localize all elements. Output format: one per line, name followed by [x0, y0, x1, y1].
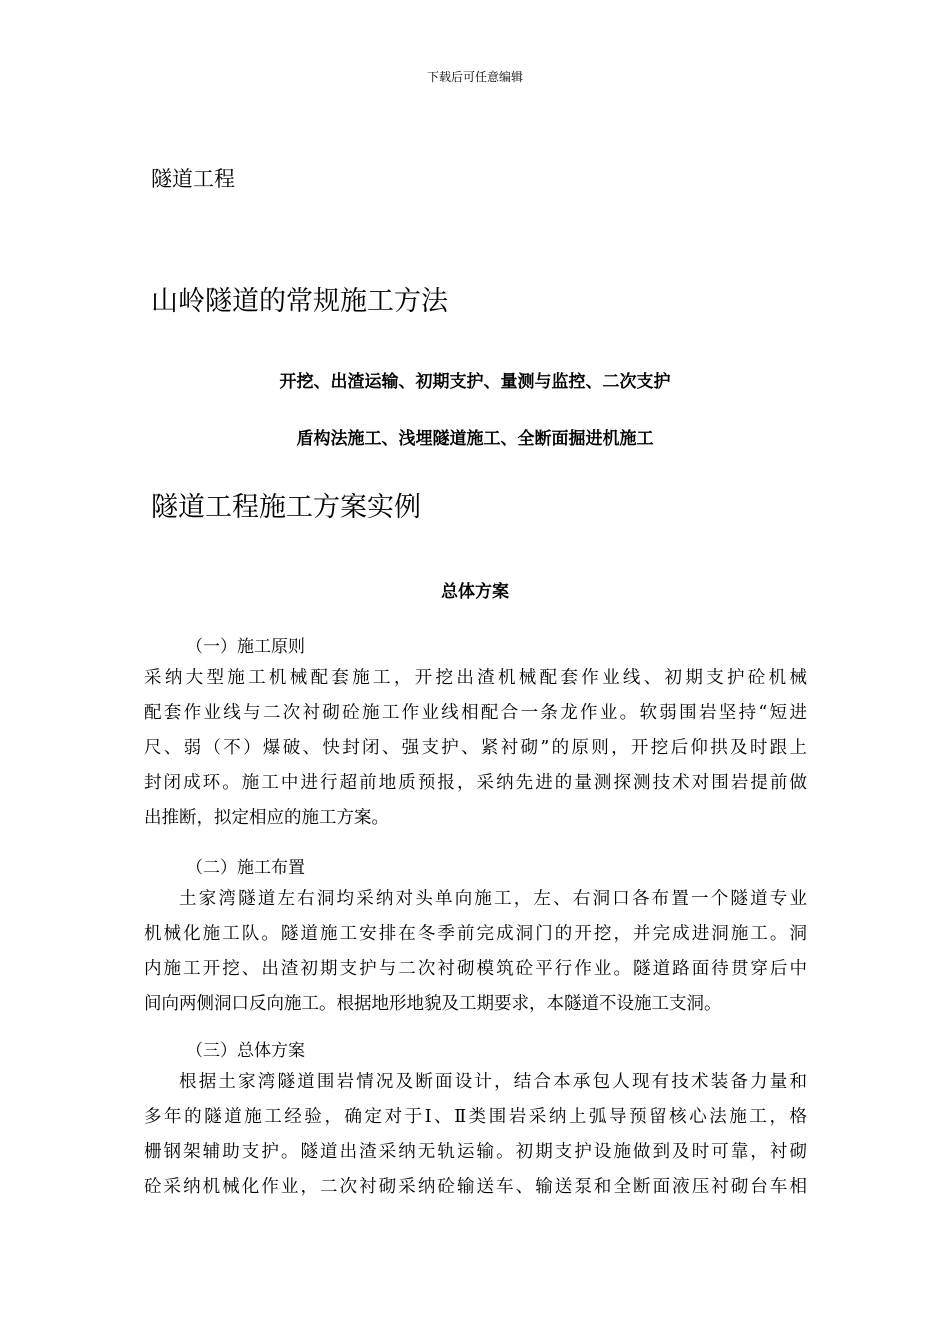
section-title-methods: 山岭隧道的常规施工方法: [151, 286, 448, 317]
paragraph-line: 多年的隧道施工经验，确定对于Ⅰ、Ⅱ类围岩采纳上弧导预留核心法施工，格: [144, 1107, 807, 1127]
methods-list-line-1: 开挖、出渣运输、初期支护、量测与监控、二次支护: [279, 372, 671, 392]
subheading-principles: （一）施工原则: [186, 637, 305, 657]
paragraph-line: 封闭成环。施工中进行超前地质预报，采纳先进的量测探测技术对围岩提前做: [144, 773, 807, 793]
subheading-layout: （二）施工布置: [186, 858, 305, 878]
paragraph-line: 根据土家湾隧道围岩情况及断面设计，结合本承包人现有技术装备力量和: [179, 1072, 807, 1092]
section-title-example: 隧道工程施工方案实例: [151, 492, 421, 523]
paragraph-layout: [144, 882, 807, 1022]
document-title: 隧道工程: [151, 167, 235, 191]
paragraph-line: 配套作业线与二次衬砌砼施工作业线相配合一条龙作业。软弱围岩坚持“短进: [144, 703, 807, 723]
subheading-overall: （三）总体方案: [186, 1041, 305, 1061]
paragraph-line: 土家湾隧道左右洞均采纳对头单向施工，左、右洞口各布置一个隧道专业: [179, 889, 807, 909]
paragraph-principles: [144, 661, 807, 836]
methods-list-line-2: 盾构法施工、浅埋隧道施工、全断面掘进机施工: [296, 429, 654, 449]
paragraph-line: 间向两侧洞口反向施工。根据地形地貌及工期要求，本隧道不设施工支洞。: [144, 994, 722, 1014]
header-note: 下载后可任意编辑: [426, 70, 523, 84]
paragraph-line: 尺、弱（不）爆破、快封闭、强支护、紧衬砌”的原则，开挖后仰拱及时跟上: [144, 738, 807, 758]
paragraph-line: 栅钢架辅助支护。隧道出渣采纳无轨运输。初期支护设施做到及时可靠，衬砌: [144, 1142, 807, 1162]
paragraph-line: 砼采纳机械化作业，二次衬砌采纳砼输送车、输送泵和全断面液压衬砌台车相: [144, 1177, 807, 1197]
paragraph-overall: [144, 1065, 807, 1205]
paragraph-line: 机械化施工队。隧道施工安排在冬季前完成洞门的开挖，并完成进洞施工。洞: [144, 924, 807, 944]
paragraph-line: 采纳大型施工机械配套施工，开挖出渣机械配套作业线、初期支护砼机械: [144, 668, 807, 688]
paragraph-line: 内施工开挖、出渣初期支护与二次衬砌模筑砼平行作业。隧道路面待贯穿后中: [144, 959, 807, 979]
overall-plan-subtitle: 总体方案: [441, 582, 509, 602]
paragraph-line: 出推断，拟定相应的施工方案。: [144, 808, 389, 828]
